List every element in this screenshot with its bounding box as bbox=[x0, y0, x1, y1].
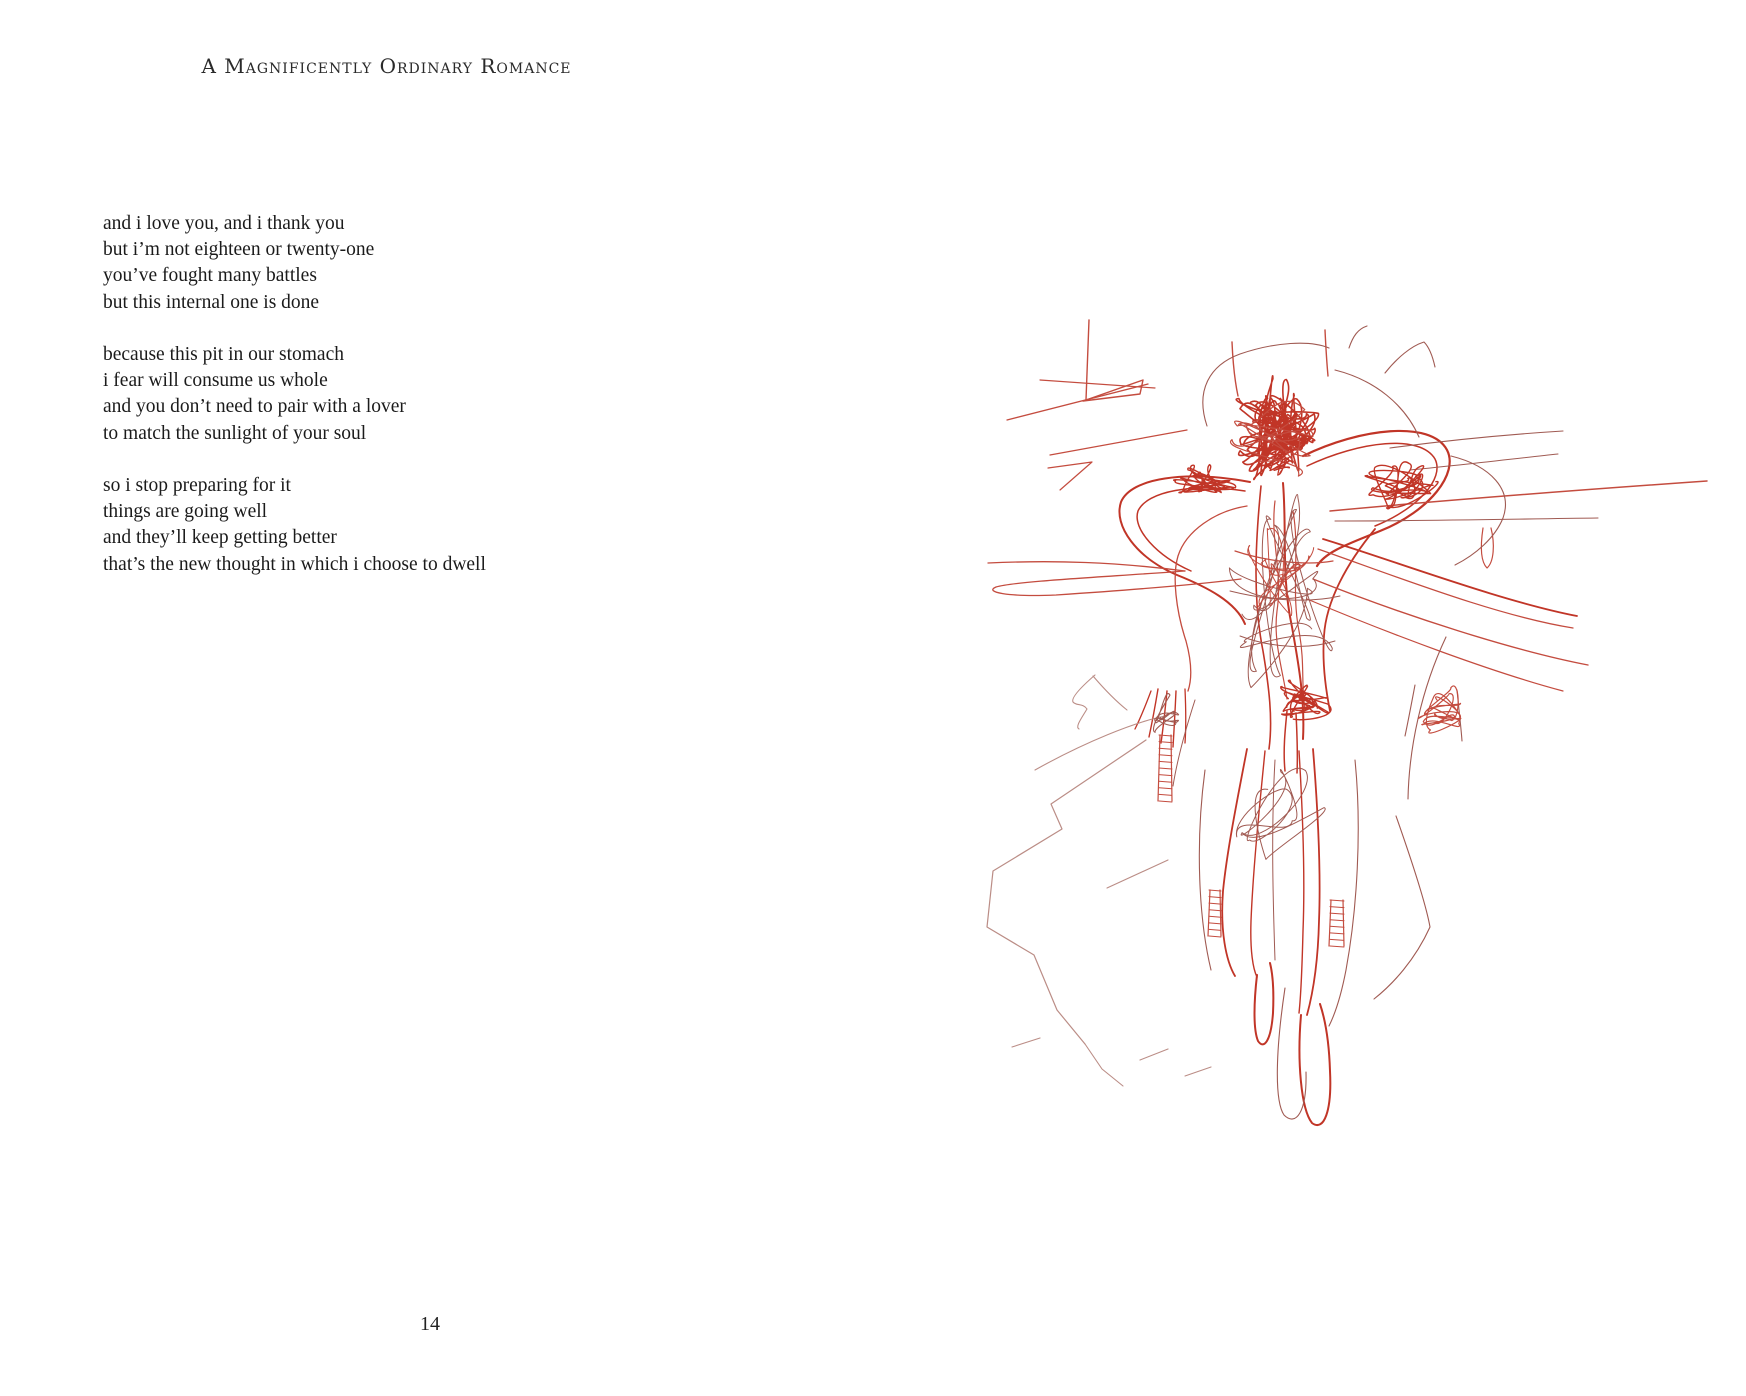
sketch-stroke bbox=[1349, 326, 1367, 348]
sketch-stroke bbox=[1159, 794, 1172, 795]
sketch-stroke bbox=[1251, 751, 1265, 977]
sketch-stroke bbox=[1199, 770, 1211, 970]
sketch-stroke bbox=[1159, 801, 1172, 802]
sketch-stroke bbox=[1119, 476, 1250, 624]
sketch-stroke bbox=[1085, 1044, 1123, 1086]
sketch-stroke bbox=[1220, 890, 1221, 936]
sketch-stroke bbox=[1273, 760, 1275, 960]
poem-stanza-3 bbox=[103, 473, 486, 578]
sketch-stroke bbox=[1307, 443, 1437, 526]
sketch-stroke bbox=[1335, 518, 1598, 521]
sketch-stroke bbox=[1277, 988, 1306, 1119]
sketch-stroke bbox=[1209, 916, 1221, 917]
sketch-stroke bbox=[1323, 529, 1375, 711]
sketch-stroke bbox=[1232, 342, 1238, 396]
sketch-stroke bbox=[1330, 907, 1344, 908]
sketch-stroke bbox=[1299, 751, 1304, 1013]
sketch-stroke bbox=[1175, 506, 1247, 691]
sketch-stroke bbox=[1451, 456, 1505, 565]
sketch-stroke bbox=[1343, 900, 1344, 946]
sketch-stroke bbox=[1012, 1038, 1040, 1047]
poem-line: and they’ll keep getting better bbox=[103, 527, 337, 549]
sketch-stroke bbox=[1159, 755, 1172, 756]
sketch-stroke bbox=[1281, 680, 1331, 720]
sketch-stroke bbox=[1236, 768, 1325, 859]
sketch-stroke bbox=[1171, 735, 1172, 801]
sketch-stroke bbox=[1284, 711, 1287, 771]
poem-line: but this internal one is done bbox=[103, 291, 320, 313]
page-number: 14 bbox=[420, 1313, 440, 1335]
sketch-stroke bbox=[1330, 946, 1344, 947]
sketch-stroke bbox=[1329, 760, 1358, 1026]
poem-stanza-1 bbox=[103, 211, 486, 316]
sketch-stroke bbox=[1481, 528, 1493, 568]
sketch-stroke bbox=[1185, 689, 1186, 743]
sketch-stroke bbox=[1296, 713, 1297, 773]
sketch-stroke bbox=[1330, 933, 1344, 934]
poem-line: because this pit in our stomach bbox=[103, 344, 344, 365]
poem-line: i fear will consume us whole bbox=[103, 370, 328, 392]
sketch-stroke bbox=[1209, 903, 1221, 904]
sketch-stroke bbox=[1405, 685, 1415, 736]
sketch-stroke bbox=[1335, 370, 1419, 437]
sketch-stroke bbox=[1209, 910, 1221, 911]
sketch-stroke bbox=[1107, 860, 1168, 888]
sketch-stroke bbox=[1159, 788, 1172, 789]
sketch-stroke bbox=[1330, 913, 1344, 914]
poem-line: and i love you, and i thank you bbox=[103, 213, 345, 234]
sketch-stroke bbox=[1007, 384, 1148, 420]
sketch-stroke bbox=[1385, 342, 1435, 373]
sketch-stroke bbox=[1159, 768, 1172, 769]
sketch-stroke bbox=[1209, 897, 1221, 898]
sketch-stroke bbox=[1048, 462, 1092, 490]
sketch-stroke bbox=[1159, 748, 1172, 749]
sketch-stroke bbox=[1050, 430, 1187, 455]
page-header-title: A Magnificently Ordinary Romance bbox=[201, 54, 572, 78]
sketch-stroke bbox=[1159, 761, 1172, 762]
sketch-stroke bbox=[1307, 749, 1320, 1015]
sketch-stroke bbox=[1140, 1049, 1168, 1060]
poem-line: you’ve fought many battles bbox=[103, 265, 317, 287]
sketch-stroke bbox=[1325, 330, 1328, 376]
sketch-stroke bbox=[1374, 816, 1430, 999]
poem-line: but i’m not eighteen or twenty-one bbox=[103, 239, 375, 261]
sketch-stroke bbox=[1410, 454, 1558, 470]
sketch-stroke bbox=[987, 740, 1146, 1044]
poem-line: things are going well bbox=[103, 501, 268, 523]
sketch-stroke bbox=[1137, 488, 1245, 571]
sketch-stroke bbox=[1083, 320, 1143, 401]
sketch-stroke bbox=[1330, 939, 1344, 940]
sketch-stroke bbox=[1222, 749, 1247, 976]
sketch-stroke bbox=[1209, 929, 1221, 930]
sketch-stroke bbox=[1313, 579, 1588, 665]
sketch-stroke bbox=[1159, 735, 1172, 736]
sketch-stroke bbox=[1209, 923, 1221, 924]
poem-line: that’s the new thought in which i choose to dwell bbox=[103, 553, 486, 575]
poem-line: and you don’t need to pair with a lover bbox=[103, 396, 406, 418]
sketch-stroke bbox=[1299, 1004, 1330, 1125]
sketch-stroke bbox=[1209, 890, 1221, 891]
sketch-stroke bbox=[1173, 691, 1176, 747]
poem-line: so i stop preparing for it bbox=[103, 475, 291, 496]
sketch-stroke bbox=[993, 571, 1241, 595]
sketch-stroke bbox=[1209, 936, 1221, 937]
sketch-stroke bbox=[1073, 675, 1095, 729]
sketch-stroke bbox=[1159, 775, 1172, 776]
sketch-stroke bbox=[1035, 716, 1165, 770]
sketch-stroke bbox=[1330, 920, 1344, 921]
poem-line: to match the sunlight of your soul bbox=[103, 422, 367, 444]
sketch-stroke bbox=[1330, 926, 1344, 927]
sketch-stroke bbox=[1159, 781, 1172, 782]
sketch-stroke bbox=[1318, 549, 1573, 628]
sketch-stroke bbox=[1255, 963, 1274, 1044]
sketch-stroke bbox=[1330, 900, 1344, 901]
red-figure-sketch-illustration bbox=[855, 270, 1745, 1150]
poem bbox=[103, 211, 486, 578]
sketch-stroke bbox=[1185, 1067, 1211, 1076]
sketch-stroke bbox=[1093, 676, 1127, 710]
poem-stanza-2 bbox=[103, 342, 486, 447]
sketch-stroke bbox=[1307, 599, 1563, 691]
sketch-stroke bbox=[1323, 539, 1577, 616]
